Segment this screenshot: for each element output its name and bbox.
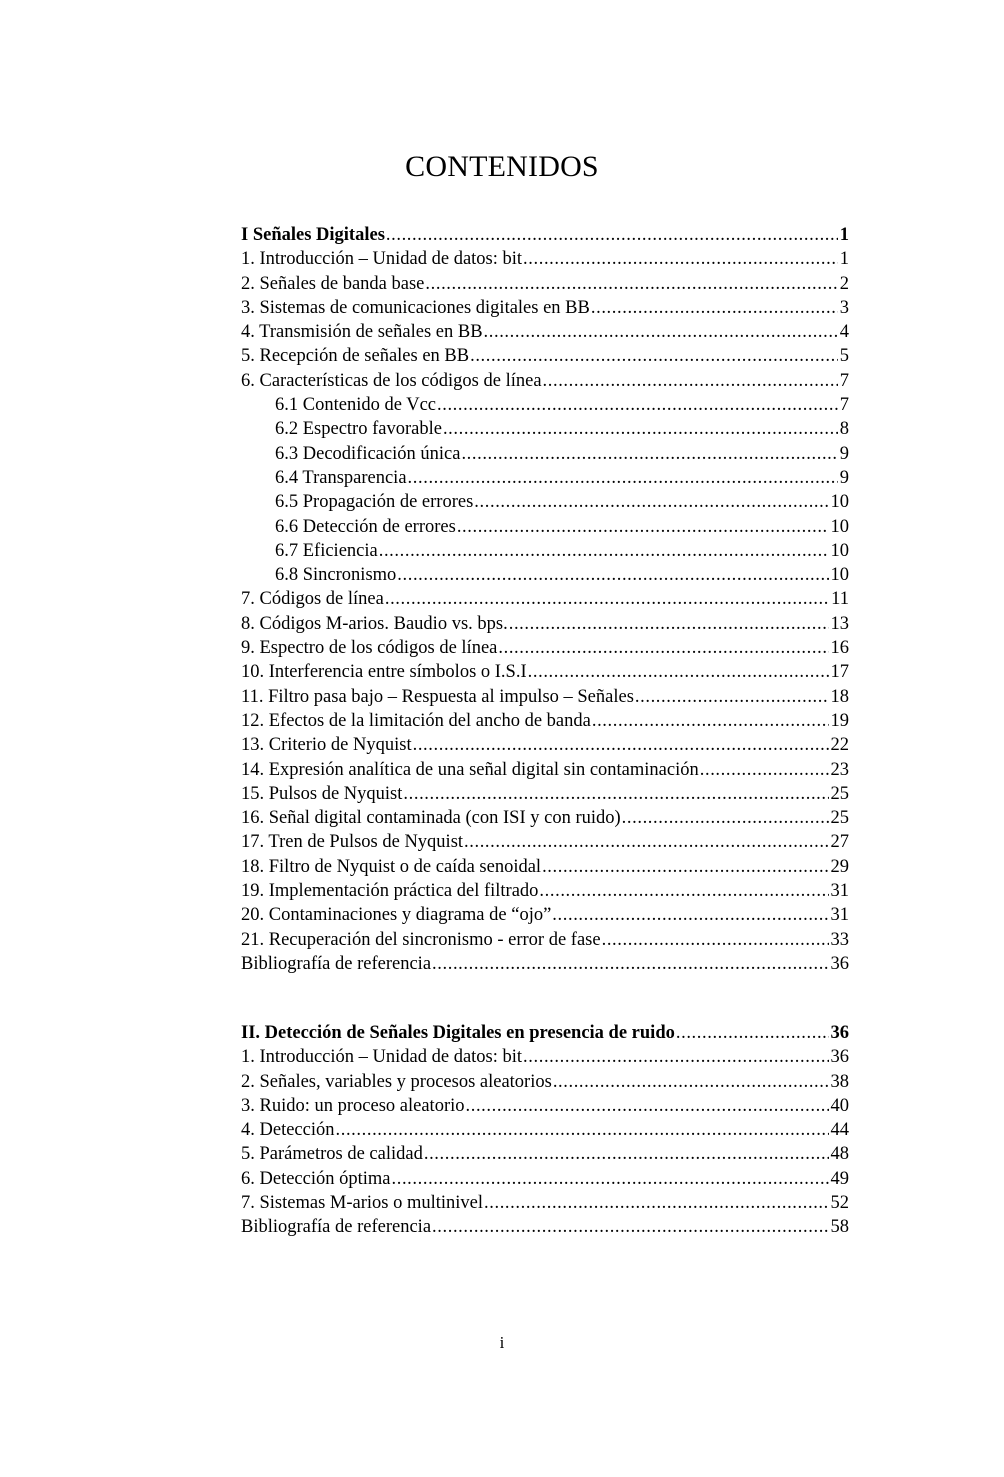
toc-entry-label: 9. Espectro de los códigos de línea xyxy=(241,638,498,659)
toc-entry-label: 11. Filtro pasa bajo – Respuesta al impulso – Señales xyxy=(241,686,634,707)
toc-entry-page: 3 xyxy=(839,297,849,318)
dot-leader xyxy=(432,1215,828,1239)
toc-entry-label: 6.7 Eficiencia xyxy=(275,540,378,561)
page-number: i xyxy=(499,1333,505,1352)
toc-entry-label: 6. Características de los códigos de línea xyxy=(241,370,542,391)
toc-section-1 xyxy=(241,223,849,976)
toc-entry-page: 36 xyxy=(830,1023,849,1043)
toc-subentry xyxy=(241,563,849,587)
toc-entry-label: 18. Filtro de Nyquist o de caída senoidal xyxy=(241,856,542,877)
toc-entry-page: 58 xyxy=(830,1217,849,1238)
toc-entry-label: 6.2 Espectro favorable xyxy=(275,419,442,440)
toc-entry-page: 36 xyxy=(830,953,849,974)
dot-leader xyxy=(403,782,828,806)
toc-entry-label: 6.5 Propagación de errores xyxy=(275,492,474,513)
toc-entry-label: II. Detección de Señales Digitales en presencia de ruido xyxy=(241,1023,675,1043)
toc-entry-label: 2. Señales, variables y procesos aleatorios xyxy=(241,1071,552,1092)
toc-entry-page: 22 xyxy=(830,735,849,756)
toc-entry-page: 9 xyxy=(839,443,849,464)
toc-entry-page: 8 xyxy=(839,419,849,440)
toc-entry-page: 4 xyxy=(839,322,849,343)
toc-entry-page: 40 xyxy=(830,1095,849,1116)
toc-entry-label: 15. Pulsos de Nyquist xyxy=(241,783,403,804)
toc-entry-label: 8. Códigos M-arios. Baudio vs. bps. xyxy=(241,613,508,634)
toc-entry xyxy=(241,903,849,927)
toc-entry-page: 10 xyxy=(830,516,849,537)
toc-entry-page: 11 xyxy=(831,589,849,610)
toc-entry-page: 49 xyxy=(830,1168,849,1189)
toc-entry-page: 10 xyxy=(830,540,849,561)
dot-leader xyxy=(553,1070,829,1094)
dot-leader xyxy=(539,879,828,903)
dot-leader xyxy=(602,928,829,952)
dot-leader xyxy=(385,587,829,611)
toc-entry-page: 10 xyxy=(830,565,849,586)
toc-entry xyxy=(241,612,849,636)
toc-subentry xyxy=(241,417,849,441)
toc-entry xyxy=(241,1215,849,1239)
dot-leader xyxy=(386,223,838,247)
toc-entry-label: 13. Criterio de Nyquist xyxy=(241,735,412,756)
toc-entry-page: 23 xyxy=(830,759,849,780)
toc-entry-label: 14. Expresión analítica de una señal digital sin contaminación xyxy=(241,759,699,780)
dot-leader xyxy=(676,1021,829,1045)
dot-leader xyxy=(413,733,829,757)
toc-entry xyxy=(241,636,849,660)
dot-leader xyxy=(408,466,838,490)
toc-entry xyxy=(241,830,849,854)
page-title: CONTENIDOS xyxy=(405,150,599,183)
toc-heading xyxy=(241,1021,849,1045)
toc-entry-label: 7. Códigos de línea xyxy=(241,589,384,610)
toc-heading xyxy=(241,223,849,247)
toc-entry xyxy=(241,733,849,757)
dot-leader xyxy=(461,442,837,466)
dot-leader xyxy=(591,296,838,320)
toc-entry xyxy=(241,855,849,879)
toc-subentry xyxy=(241,442,849,466)
toc-entry-label: 3. Sistemas de comunicaciones digitales en BB xyxy=(241,297,590,318)
dot-leader xyxy=(484,1191,828,1215)
toc-entry-label: 2. Señales de banda base xyxy=(241,273,425,294)
dot-leader xyxy=(498,636,828,660)
dot-leader xyxy=(336,1118,829,1142)
toc-entry-page: 52 xyxy=(830,1193,849,1214)
toc-entry-label: 16. Señal digital contaminada (con ISI y con ruido) xyxy=(241,808,621,829)
toc-entry-page: 1 xyxy=(839,249,849,270)
toc-entry-page: 31 xyxy=(830,881,849,902)
toc-entry-page: 36 xyxy=(830,1047,849,1068)
toc-entry xyxy=(241,952,849,976)
toc-entry-label: 6.3 Decodificación única xyxy=(275,443,461,464)
toc-entry-label: 20. Contaminaciones y diagrama de “ojo” xyxy=(241,905,552,926)
toc-entry-page: 1 xyxy=(839,225,849,245)
toc-entry-page: 2 xyxy=(839,273,849,294)
toc-section-2 xyxy=(241,1021,849,1240)
toc-entry-label: 6.1 Contenido de Vcc xyxy=(275,395,436,416)
toc-entry xyxy=(241,1094,849,1118)
toc-entry-label: 12. Efectos de la limitación del ancho de banda xyxy=(241,710,591,731)
toc-entry xyxy=(241,344,849,368)
toc-entry-label: 17. Tren de Pulsos de Nyquist xyxy=(241,832,464,853)
toc-subentry xyxy=(241,466,849,490)
toc-entry xyxy=(241,1167,849,1191)
toc-entry-page: 25 xyxy=(830,783,849,804)
dot-leader xyxy=(464,830,828,854)
toc-entry xyxy=(241,806,849,830)
dot-leader xyxy=(432,952,828,976)
dot-leader xyxy=(542,855,828,879)
dot-leader xyxy=(474,490,828,514)
dot-leader xyxy=(379,539,829,563)
toc-entry xyxy=(241,272,849,296)
toc-entry xyxy=(241,1191,849,1215)
dot-leader xyxy=(466,1094,829,1118)
toc-entry-label: 10. Interferencia entre símbolos o I.S.I xyxy=(241,662,527,683)
dot-leader xyxy=(592,709,829,733)
toc-entry-page: 17 xyxy=(830,662,849,683)
dot-leader xyxy=(523,247,838,271)
toc-subentry xyxy=(241,393,849,417)
toc-entry-label: Bibliografía de referencia xyxy=(241,1217,432,1238)
toc-entry-label: 6.8 Sincronismo xyxy=(275,565,397,586)
toc-entry-page: 7 xyxy=(839,370,849,391)
toc-entry xyxy=(241,660,849,684)
toc-entry-page: 16 xyxy=(830,638,849,659)
toc-entry-page: 9 xyxy=(839,467,849,488)
toc-entry xyxy=(241,1045,849,1069)
toc-entry xyxy=(241,1070,849,1094)
dot-leader xyxy=(635,685,829,709)
toc-entry-label: 1. Introducción – Unidad de datos: bit xyxy=(241,249,523,270)
toc-entry-label: 3. Ruido: un proceso aleatorio xyxy=(241,1095,465,1116)
toc-entry xyxy=(241,879,849,903)
toc-entry xyxy=(241,320,849,344)
dot-leader xyxy=(457,515,829,539)
toc-entry-label: 5. Parámetros de calidad xyxy=(241,1144,423,1165)
toc-entry-page: 25 xyxy=(830,808,849,829)
toc-entry xyxy=(241,587,849,611)
toc-subentry xyxy=(241,515,849,539)
toc-entry-page: 13 xyxy=(830,613,849,634)
toc-entry xyxy=(241,1118,849,1142)
toc-entry-label: Bibliografía de referencia xyxy=(241,953,432,974)
toc-entry xyxy=(241,758,849,782)
toc-subentry xyxy=(241,490,849,514)
toc-entry-label: 6.4 Transparencia xyxy=(275,467,407,488)
toc-entry-label: 19. Implementación práctica del filtrado xyxy=(241,881,539,902)
toc-entry-label: 6. Detección óptima xyxy=(241,1168,391,1189)
dot-leader xyxy=(523,1045,828,1069)
toc-entry-page: 27 xyxy=(830,832,849,853)
dot-leader xyxy=(443,417,838,441)
toc-entry xyxy=(241,685,849,709)
toc-entry-label: 6.6 Detección de errores xyxy=(275,516,456,537)
toc-entry xyxy=(241,369,849,393)
dot-leader xyxy=(425,272,837,296)
toc-entry-page: 19 xyxy=(830,710,849,731)
toc-entry-page: 33 xyxy=(830,929,849,950)
toc-entry xyxy=(241,782,849,806)
toc-entry-label: 4. Transmisión de señales en BB xyxy=(241,322,483,343)
toc-entry xyxy=(241,296,849,320)
toc-entry-page: 38 xyxy=(830,1071,849,1092)
toc-subentry xyxy=(241,539,849,563)
toc-entry-page: 29 xyxy=(830,856,849,877)
toc-entry-label: I Señales Digitales xyxy=(241,225,385,245)
toc-entry-page: 44 xyxy=(830,1120,849,1141)
toc-entry xyxy=(241,247,849,271)
dot-leader xyxy=(622,806,829,830)
toc-entry-page: 10 xyxy=(830,492,849,513)
toc-entry-page: 31 xyxy=(830,905,849,926)
toc-entry-label: 5. Recepción de señales en BB xyxy=(241,346,470,367)
dot-leader xyxy=(543,369,838,393)
dot-leader xyxy=(437,393,838,417)
dot-leader xyxy=(397,563,828,587)
dot-leader xyxy=(484,320,838,344)
dot-leader xyxy=(700,758,829,782)
dot-leader xyxy=(528,660,829,684)
dot-leader xyxy=(392,1167,829,1191)
toc-entry-label: 7. Sistemas M-arios o multinivel xyxy=(241,1193,484,1214)
toc-entry xyxy=(241,709,849,733)
toc-entry-label: 1. Introducción – Unidad de datos: bit xyxy=(241,1047,523,1068)
dot-leader xyxy=(424,1142,829,1166)
dot-leader xyxy=(470,344,838,368)
toc-entry-page: 48 xyxy=(830,1144,849,1165)
dot-leader xyxy=(552,903,828,927)
toc-entry-page: 7 xyxy=(839,395,849,416)
toc-entry-page: 5 xyxy=(839,346,849,367)
toc-entry xyxy=(241,928,849,952)
toc-entry-page: 18 xyxy=(830,686,849,707)
toc-entry-label: 21. Recuperación del sincronismo - error de fase xyxy=(241,929,601,950)
dot-leader xyxy=(509,612,829,636)
toc-entry xyxy=(241,1142,849,1166)
toc-entry-label: 4. Detección xyxy=(241,1120,335,1141)
